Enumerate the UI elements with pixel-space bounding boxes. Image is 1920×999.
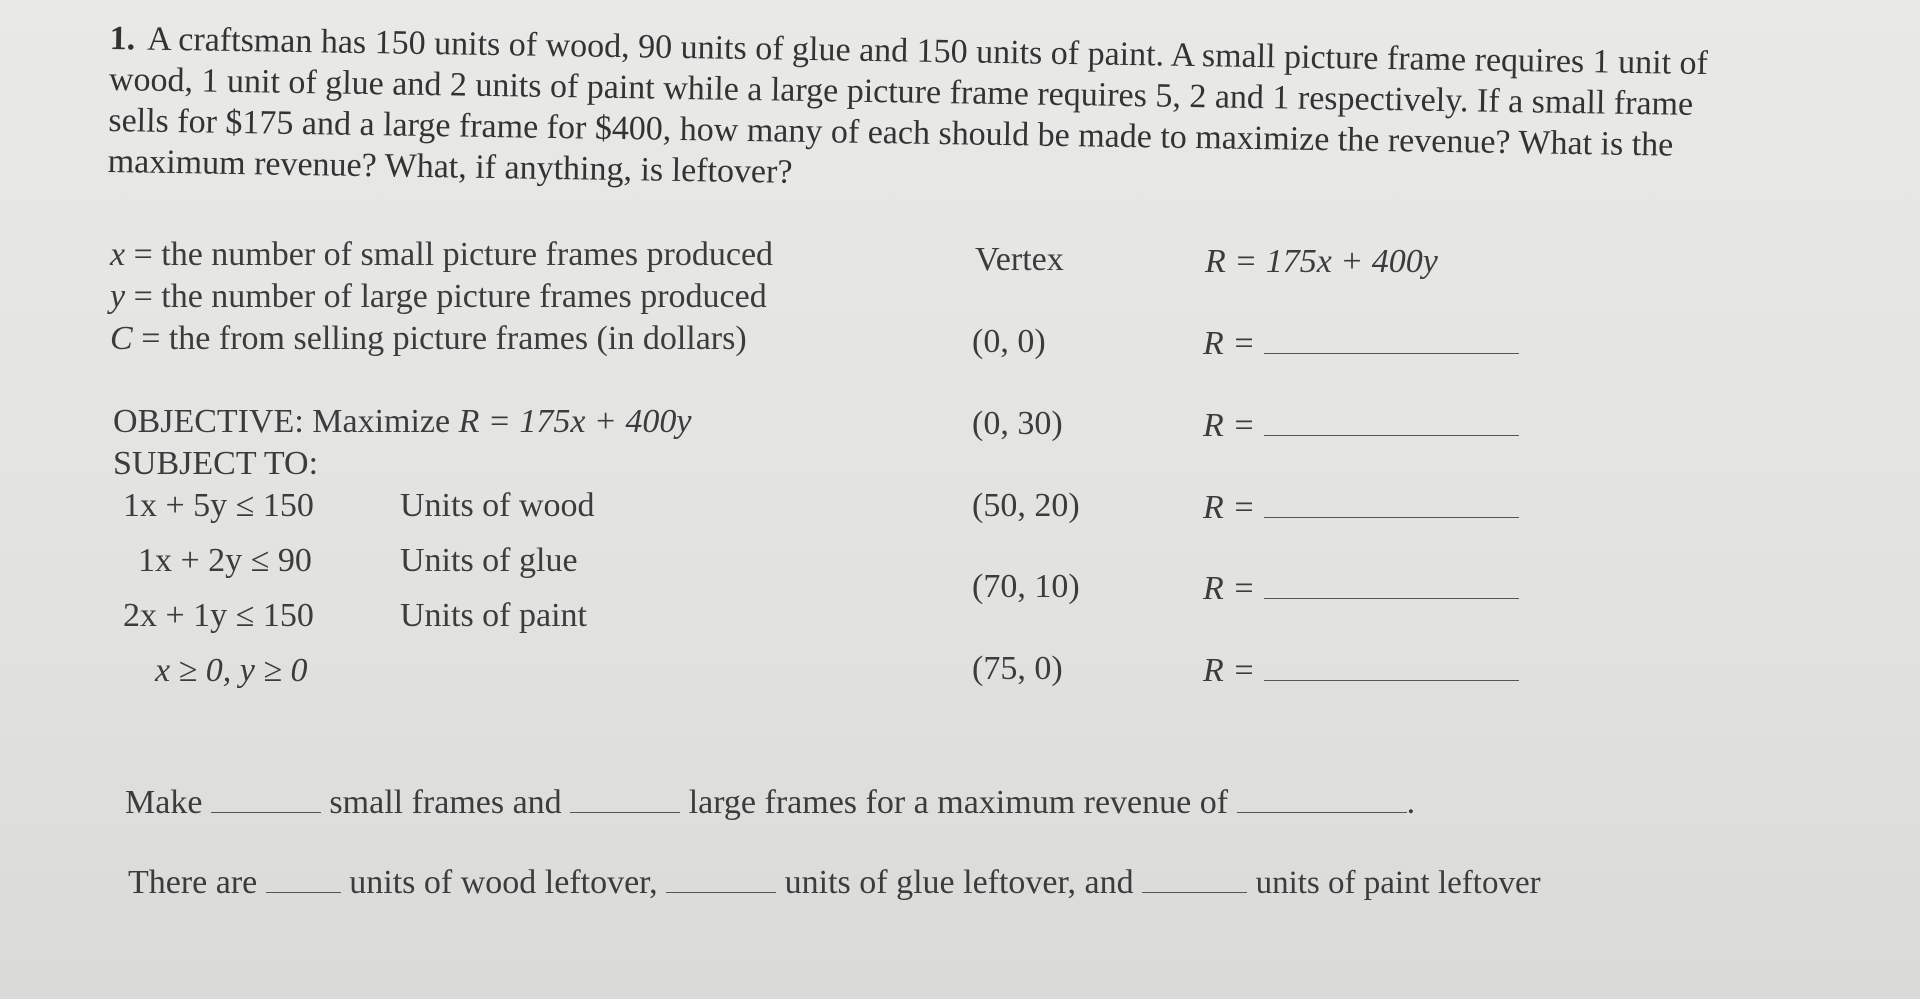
revenue-row-2 <box>1203 487 1519 527</box>
revenue-row-1 <box>1203 405 1519 445</box>
constraint-paint-expr: 2x + 1y ≤ 150 <box>123 597 314 634</box>
revenue-label: R = <box>1203 489 1256 526</box>
objective-formula: R = 175x + 400y <box>458 403 692 440</box>
problem-number: 1. <box>109 19 136 58</box>
definition-var: C <box>110 320 133 357</box>
definition-y <box>110 278 767 316</box>
definition-c <box>110 320 747 358</box>
glue-leftover-blank[interactable] <box>666 862 776 893</box>
constraint-paint-label: Units of paint <box>400 597 587 634</box>
revenue-blank[interactable] <box>1264 323 1519 354</box>
problem-text: A craftsman has 150 units of wood, 90 units of glue and 150 units of paint. A small picture frame requires 1 unit of wood, 1 unit of glue and 2 units of paint while a large picture frame requires 5, 2 and 1 respectively. If a small frame sells for $175 and a large frame for $400, how many of each should be made to maximize the revenue? What is the maximum revenue? What, if anything, is leftover? <box>107 20 1709 191</box>
definition-text: = the from selling picture frames (in dollars) <box>132 320 747 357</box>
constraint-nonnegativity: x ≥ 0, y ≥ 0 <box>155 652 308 689</box>
revenue-label: R = <box>1203 407 1256 444</box>
paint-leftover-blank[interactable] <box>1142 862 1247 893</box>
large-frames-blank[interactable] <box>570 782 680 813</box>
wood-leftover-label: units of wood leftover, <box>349 864 658 901</box>
revenue-label: R = <box>1203 570 1256 607</box>
definition-var: x <box>110 236 126 273</box>
wood-leftover-blank[interactable] <box>266 862 341 893</box>
answer-line-make <box>125 782 1415 822</box>
definition-text: = the number of large picture frames produced <box>125 278 767 315</box>
vertex-1: (0, 30) <box>972 405 1063 442</box>
revenue-blank[interactable] <box>1264 487 1519 518</box>
paint-leftover-label: units of paint leftover <box>1255 865 1541 901</box>
period: . <box>1406 784 1416 821</box>
vertex-2: (50, 20) <box>972 487 1080 524</box>
max-revenue-blank[interactable] <box>1237 782 1407 813</box>
revenue-header: R = 175x + 400y <box>1205 243 1438 280</box>
there-are-label: There are <box>128 864 258 901</box>
revenue-blank[interactable] <box>1264 568 1519 599</box>
constraint-glue-expr: 1x + 2y ≤ 90 <box>138 542 312 579</box>
objective-label: OBJECTIVE: Maximize <box>113 403 459 440</box>
revenue-row-4 <box>1203 650 1519 690</box>
vertex-3: (70, 10) <box>972 568 1080 605</box>
make-label: Make <box>125 784 203 821</box>
constraint-wood-label: Units of wood <box>400 487 595 524</box>
small-frames-blank[interactable] <box>211 782 321 813</box>
answer-line-leftover <box>128 862 1541 902</box>
objective <box>113 403 691 441</box>
revenue-row-0 <box>1203 323 1519 363</box>
definition-var: y <box>110 278 126 315</box>
subject-to-heading: SUBJECT TO: <box>113 445 319 482</box>
small-frames-label: small frames and <box>329 784 562 821</box>
revenue-label: R = <box>1203 652 1256 689</box>
revenue-label: R = <box>1203 325 1256 362</box>
vertex-4: (75, 0) <box>972 650 1063 687</box>
constraint-glue-label: Units of glue <box>400 542 578 579</box>
revenue-row-3 <box>1203 568 1519 608</box>
revenue-blank[interactable] <box>1264 650 1519 681</box>
vertex-0: (0, 0) <box>972 323 1046 360</box>
revenue-blank[interactable] <box>1264 405 1519 436</box>
definition-x <box>110 236 773 274</box>
problem-statement <box>107 18 1719 207</box>
vertex-header: Vertex <box>975 241 1064 278</box>
definition-text: = the number of small picture frames produced <box>125 236 774 273</box>
large-frames-label: large frames for a maximum revenue of <box>688 784 1229 821</box>
glue-leftover-label: units of glue leftover, and <box>784 864 1134 901</box>
constraint-wood-expr: 1x + 5y ≤ 150 <box>123 487 314 524</box>
